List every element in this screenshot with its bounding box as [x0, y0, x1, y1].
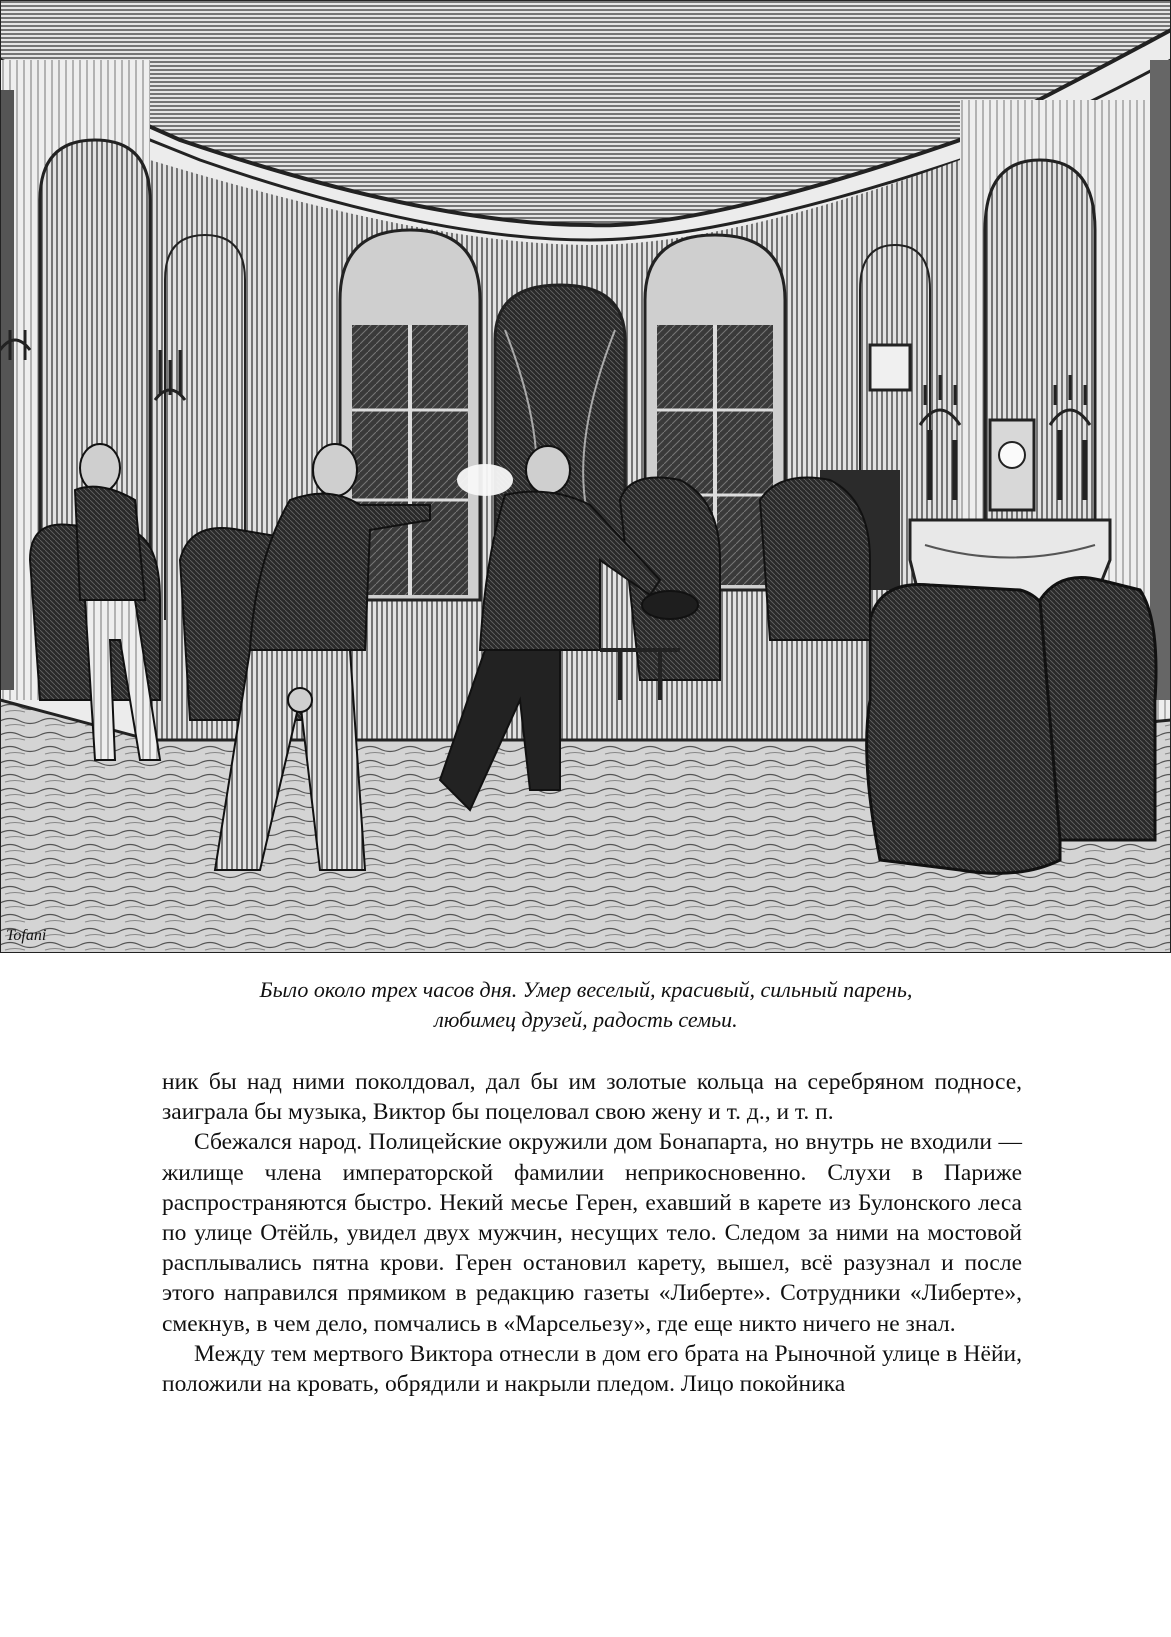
caption-line-2: любимец друзей, радость семьи. — [434, 1007, 738, 1032]
paragraph-3: Между тем мертвого Виктора отнесли в дом его брата на Рыночной улице в Нёйи, положили на кровать, обрядили и накрыли пледом. Лицо покойника — [162, 1340, 1022, 1398]
illustration-caption — [150, 975, 1022, 1035]
caption-line-1: Было около трех часов дня. Умер веселый, красивый, сильный парень, — [259, 977, 913, 1002]
paragraph-2: Сбежался народ. Полицейские окружили дом Бонапарта, но внутрь не входили — жилище члена императорской фамилии неприкосновенно. Слухи в Париже распространяются быстро. Некий месье Герен, ехавший в карете из Булонского леса по улице Отёйль, увидел двух мужчин, несущих тело. Следом за ними на мостовой расплывались пятна крови. Герен остановил карету, вышел, всё разузнал и после этого направился прямиком в редакцию газеты «Либерте». Сотрудники «Либерте», смекнув, в чем дело, помчались в «Марсельезу», где еще никто ничего не знал. — [162, 1129, 1022, 1337]
paragraph-1: ник бы над ними поколдовал, дал бы им золотые кольца на серебряном подносе, заиграла бы музыка, Виктор бы поцеловал свою жену и т. д., и т. п. — [162, 1069, 1022, 1126]
body-text — [162, 1067, 1022, 1399]
artist-signature: Tofani — [6, 927, 47, 944]
